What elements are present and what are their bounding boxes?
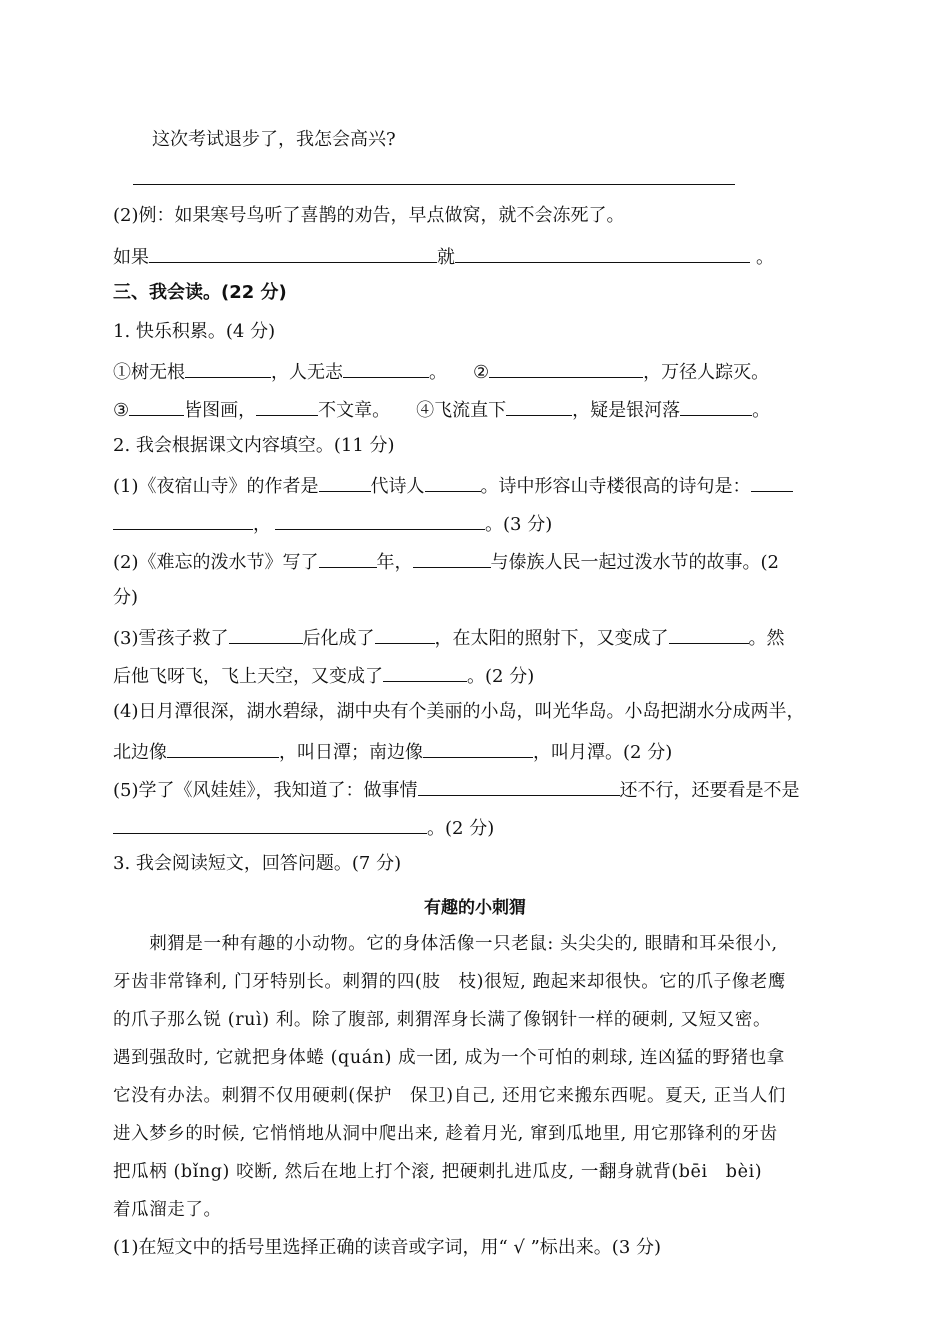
part2-s5-line1 xyxy=(113,776,837,803)
text: 。 xyxy=(429,362,447,383)
period: 。 xyxy=(756,247,774,268)
part2-heading: 2. 我会根据课文内容填空。(11 分) xyxy=(113,435,395,456)
text: 。(2 分) xyxy=(427,818,495,839)
blank[interactable] xyxy=(343,358,429,378)
text: ，人无志 xyxy=(271,362,343,383)
text: 北边像 xyxy=(113,742,167,763)
blank[interactable] xyxy=(167,738,279,758)
text: 。诗中形容山寺楼很高的诗句是： xyxy=(480,476,751,497)
blank[interactable] xyxy=(129,396,184,416)
blank[interactable] xyxy=(489,358,643,378)
part2-s1-line1 xyxy=(113,472,837,499)
text: ③ xyxy=(113,400,130,421)
blank[interactable] xyxy=(375,624,435,644)
part1-row2 xyxy=(113,396,837,423)
text: ，叫日潭；南边像 xyxy=(279,742,423,763)
text: 不文章。 xyxy=(318,400,391,421)
part2-s3-line1 xyxy=(113,624,837,651)
text: 。 xyxy=(752,400,771,421)
text: (1)《夜宿山寺》的作者是 xyxy=(113,476,319,497)
text: ①树无根 xyxy=(113,362,185,383)
part2-s3-line2 xyxy=(113,662,837,689)
rewrite-sentence: 这次考试退步了，我怎会高兴? xyxy=(152,129,396,150)
text: (3)雪孩子救了 xyxy=(113,628,229,649)
part2-s5-line2 xyxy=(113,814,837,841)
part2-s2-line1 xyxy=(113,548,837,575)
blank[interactable] xyxy=(413,548,491,568)
blank[interactable] xyxy=(383,662,467,682)
text: 。然 xyxy=(748,628,785,649)
text: (5)学了《风娃娃》，我知道了：做事情 xyxy=(113,780,418,801)
text: ， xyxy=(253,514,271,535)
blank-ruguo[interactable] xyxy=(149,243,437,263)
part2-s1-line2 xyxy=(113,510,837,537)
jiu-label: 就 xyxy=(437,247,455,268)
passage-line: 把瓜柄 (bǐng) 咬断, 然后在地上打个滚, 把硬刺扎进瓜皮, 一翻身就背(bēi bèi) xyxy=(113,1162,763,1182)
blank[interactable] xyxy=(425,472,481,492)
passage-line: 着瓜溜走了。 xyxy=(113,1200,222,1220)
part1-row1 xyxy=(113,358,837,385)
text: 后化成了 xyxy=(302,628,375,649)
text: ④飞流直下 xyxy=(416,400,507,421)
answer-line[interactable] xyxy=(133,184,735,185)
part2-s4-line2 xyxy=(113,738,837,765)
blank[interactable] xyxy=(256,396,318,416)
ruguo-label: 如果 xyxy=(113,247,149,268)
text: 代诗人 xyxy=(370,476,425,497)
text: (2)《难忘的泼水节》写了 xyxy=(113,552,319,573)
blank[interactable] xyxy=(319,548,377,568)
text: 与傣族人民一起过泼水节的故事。(2 xyxy=(490,552,779,573)
passage-line: 进入梦乡的时候, 它悄悄地从洞中爬出来, 趁着月光, 窜到瓜地里, 用它那锋利的牙齿 xyxy=(113,1124,778,1144)
blank[interactable] xyxy=(506,396,572,416)
text: 。(2 分) xyxy=(467,666,535,687)
text: ，万径人踪灭。 xyxy=(643,362,770,383)
blank[interactable] xyxy=(423,738,533,758)
passage-line: 的爪子那么锐 (ruì) 利。除了腹部, 刺猬浑身长满了像钢针一样的硬刺, 又短又密。 xyxy=(113,1010,772,1030)
part2-s2-line2: 分) xyxy=(113,587,139,608)
blank[interactable] xyxy=(319,472,371,492)
text: ，叫月潭。(2 分) xyxy=(533,742,673,763)
blank[interactable] xyxy=(185,358,271,378)
blank[interactable] xyxy=(669,624,749,644)
blank[interactable] xyxy=(680,396,752,416)
passage-line: 它没有办法。刺猬不仅用硬刺(保护 保卫)自己, 还用它来搬东西呢。夏天, 正当人们 xyxy=(113,1086,787,1106)
ruguo-jiu-row xyxy=(113,243,837,270)
blank[interactable] xyxy=(113,814,427,834)
blank[interactable] xyxy=(275,510,485,530)
text: ，疑是银河落 xyxy=(572,400,681,421)
section-title: 三、我会读。(22 分) xyxy=(113,282,287,303)
passage-line: 刺猬是一种有趣的小动物。它的身体活像一只老鼠: 头尖尖的, 眼睛和耳朵很小, xyxy=(113,934,778,954)
text: ② xyxy=(473,362,490,383)
passage-line: 牙齿非常锋利, 门牙特别长。刺猬的四(肢 枝)很短, 跑起来却很快。它的爪子像老鹰 xyxy=(113,972,787,992)
blank[interactable] xyxy=(418,776,620,796)
text: 皆图画， xyxy=(184,400,257,421)
blank-jiu[interactable] xyxy=(455,243,750,263)
part1-heading: 1. 快乐积累。(4 分) xyxy=(113,321,276,342)
part3-heading: 3. 我会阅读短文，回答问题。(7 分) xyxy=(113,853,402,874)
text: 还不行，还要看是不是 xyxy=(619,780,800,801)
text: 年， xyxy=(376,552,413,573)
blank[interactable] xyxy=(751,472,793,492)
blank[interactable] xyxy=(229,624,303,644)
passage-title: 有趣的小刺猬 xyxy=(424,898,526,918)
text: 。(3 分) xyxy=(485,514,553,535)
part2-s4-line1: (4)日月潭很深，湖水碧绿，湖中央有个美丽的小岛，叫光华岛。小岛把湖水分成两半， xyxy=(113,701,805,722)
passage-line: 遇到强敌时, 它就把身体蜷 (quán) 成一团, 成为一个可怕的刺球, 连凶猛的野猪也拿 xyxy=(113,1048,785,1068)
blank[interactable] xyxy=(113,510,253,530)
text: 后他飞呀飞，飞上天空，又变成了 xyxy=(113,666,383,687)
question-1: (1)在短文中的括号里选择正确的读音或字词，用“ √ ”标出来。(3 分) xyxy=(113,1237,662,1258)
example-sentence: (2)例：如果寒号鸟听了喜鹊的劝告，早点做窝，就不会冻死了。 xyxy=(113,205,625,226)
text: ，在太阳的照射下，又变成了 xyxy=(434,628,669,649)
